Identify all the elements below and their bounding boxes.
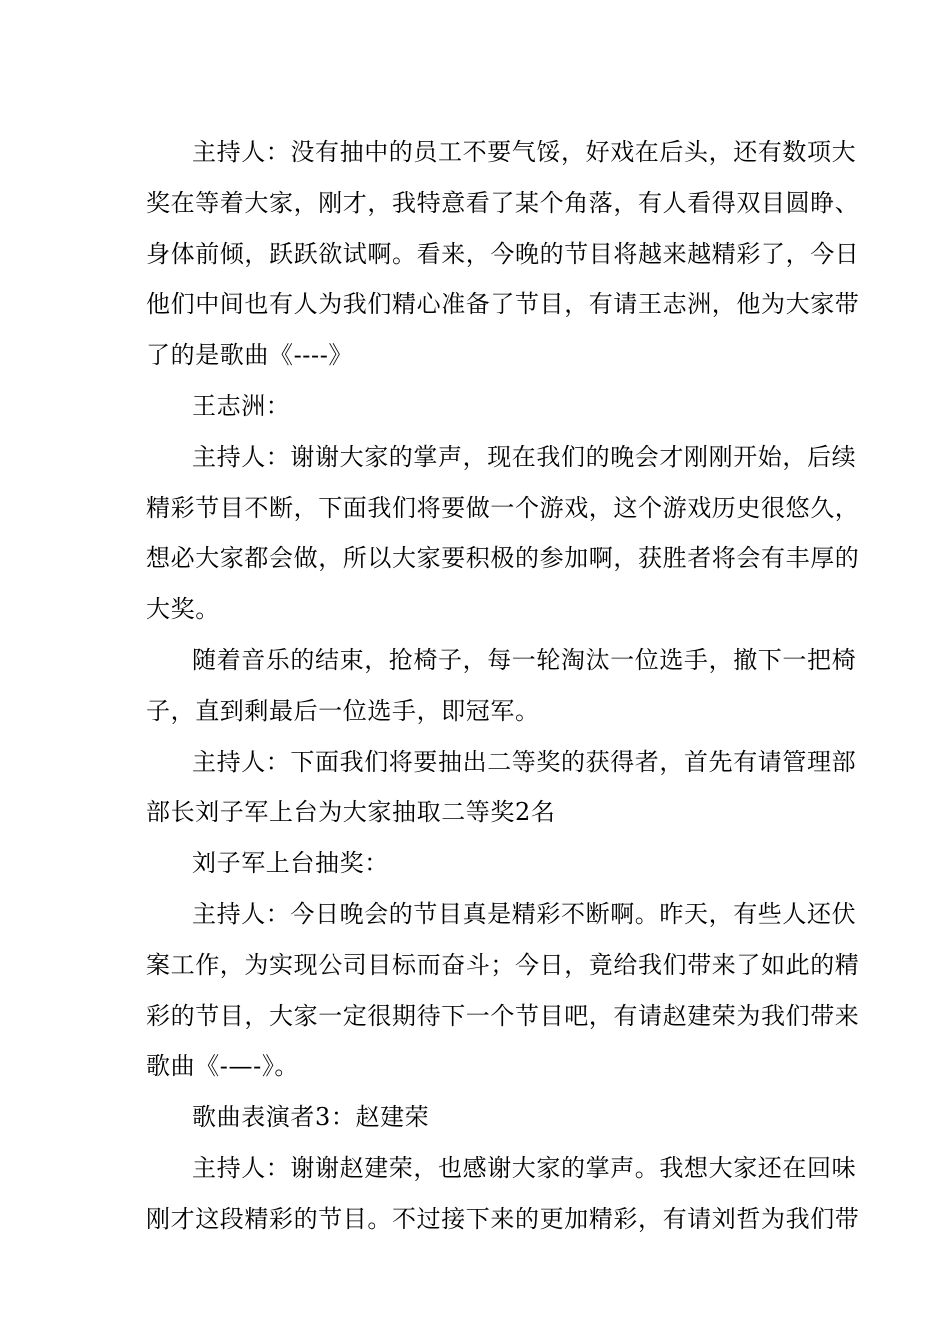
text-line: 想必大家都会做，所以大家要积极的参加啊，获胜者将会有丰厚的 bbox=[146, 544, 860, 573]
paragraph-chair-game bbox=[146, 635, 857, 737]
text-line: 大奖。 bbox=[146, 595, 220, 624]
text-line: 精彩节目不断，下面我们将要做一个游戏，这个游戏历史很悠久， bbox=[146, 493, 860, 522]
text-line: 刚才这段精彩的节目。不过接下来的更加精彩，有请刘哲为我们带 bbox=[146, 1204, 860, 1233]
text-line: 身体前倾，跃跃欲试啊。看来，今晚的节目将越来越精彩了，今日 bbox=[146, 239, 860, 268]
paragraph-host-game bbox=[146, 432, 860, 635]
text-line: 部长刘子军上台为大家抽取二等奖2名 bbox=[146, 798, 556, 827]
paragraph-liu-draw bbox=[146, 838, 808, 889]
paragraph-performer-wang bbox=[146, 381, 808, 432]
document-body bbox=[146, 127, 860, 1245]
text-line: 主持人：谢谢赵建荣，也感谢大家的掌声。我想大家还在回味 bbox=[192, 1153, 857, 1182]
text-line: 王志洲： bbox=[192, 391, 291, 420]
text-line: 随着音乐的结束，抢椅子，每一轮淘汰一位选手，撤下一把椅 bbox=[192, 645, 857, 674]
text-line: 奖在等着大家，刚才，我特意看了某个角落，有人看得双目圆睁、 bbox=[146, 188, 860, 217]
text-line: 歌曲《-—-》。 bbox=[146, 1052, 300, 1081]
text-line: 子，直到剩最后一位选手，即冠军。 bbox=[146, 696, 540, 725]
text-line: 主持人：今日晚会的节目真是精彩不断啊。昨天，有些人还伏 bbox=[192, 899, 857, 928]
paragraph-host-second-prize bbox=[146, 737, 857, 839]
paragraph-host-intro-wang bbox=[146, 127, 860, 381]
paragraph-host-intro-liuzhe bbox=[146, 1143, 860, 1245]
paragraph-performer-zhao bbox=[146, 1092, 808, 1143]
paragraph-host-intro-zhao bbox=[146, 889, 860, 1092]
text-line: 歌曲表演者3：赵建荣 bbox=[192, 1103, 430, 1132]
text-line: 主持人：没有抽中的员工不要气馁，好戏在后头，还有数项大 bbox=[192, 138, 857, 166]
text-line: 案工作，为实现公司目标而奋斗；今日，竟给我们带来了如此的精 bbox=[146, 950, 860, 979]
text-line: 主持人：下面我们将要抽出二等奖的获得者，首先有请管理部 bbox=[192, 747, 857, 776]
text-line: 他们中间也有人为我们精心准备了节目，有请王志洲，他为大家带 bbox=[146, 290, 860, 319]
text-line: 刘子军上台抽奖： bbox=[192, 849, 389, 878]
text-line: 了的是歌曲《----》 bbox=[146, 341, 354, 370]
text-line: 主持人：谢谢大家的掌声，现在我们的晚会才刚刚开始，后续 bbox=[192, 442, 857, 471]
text-line: 彩的节目，大家一定很期待下一个节目吧，有请赵建荣为我们带来 bbox=[146, 1001, 860, 1030]
